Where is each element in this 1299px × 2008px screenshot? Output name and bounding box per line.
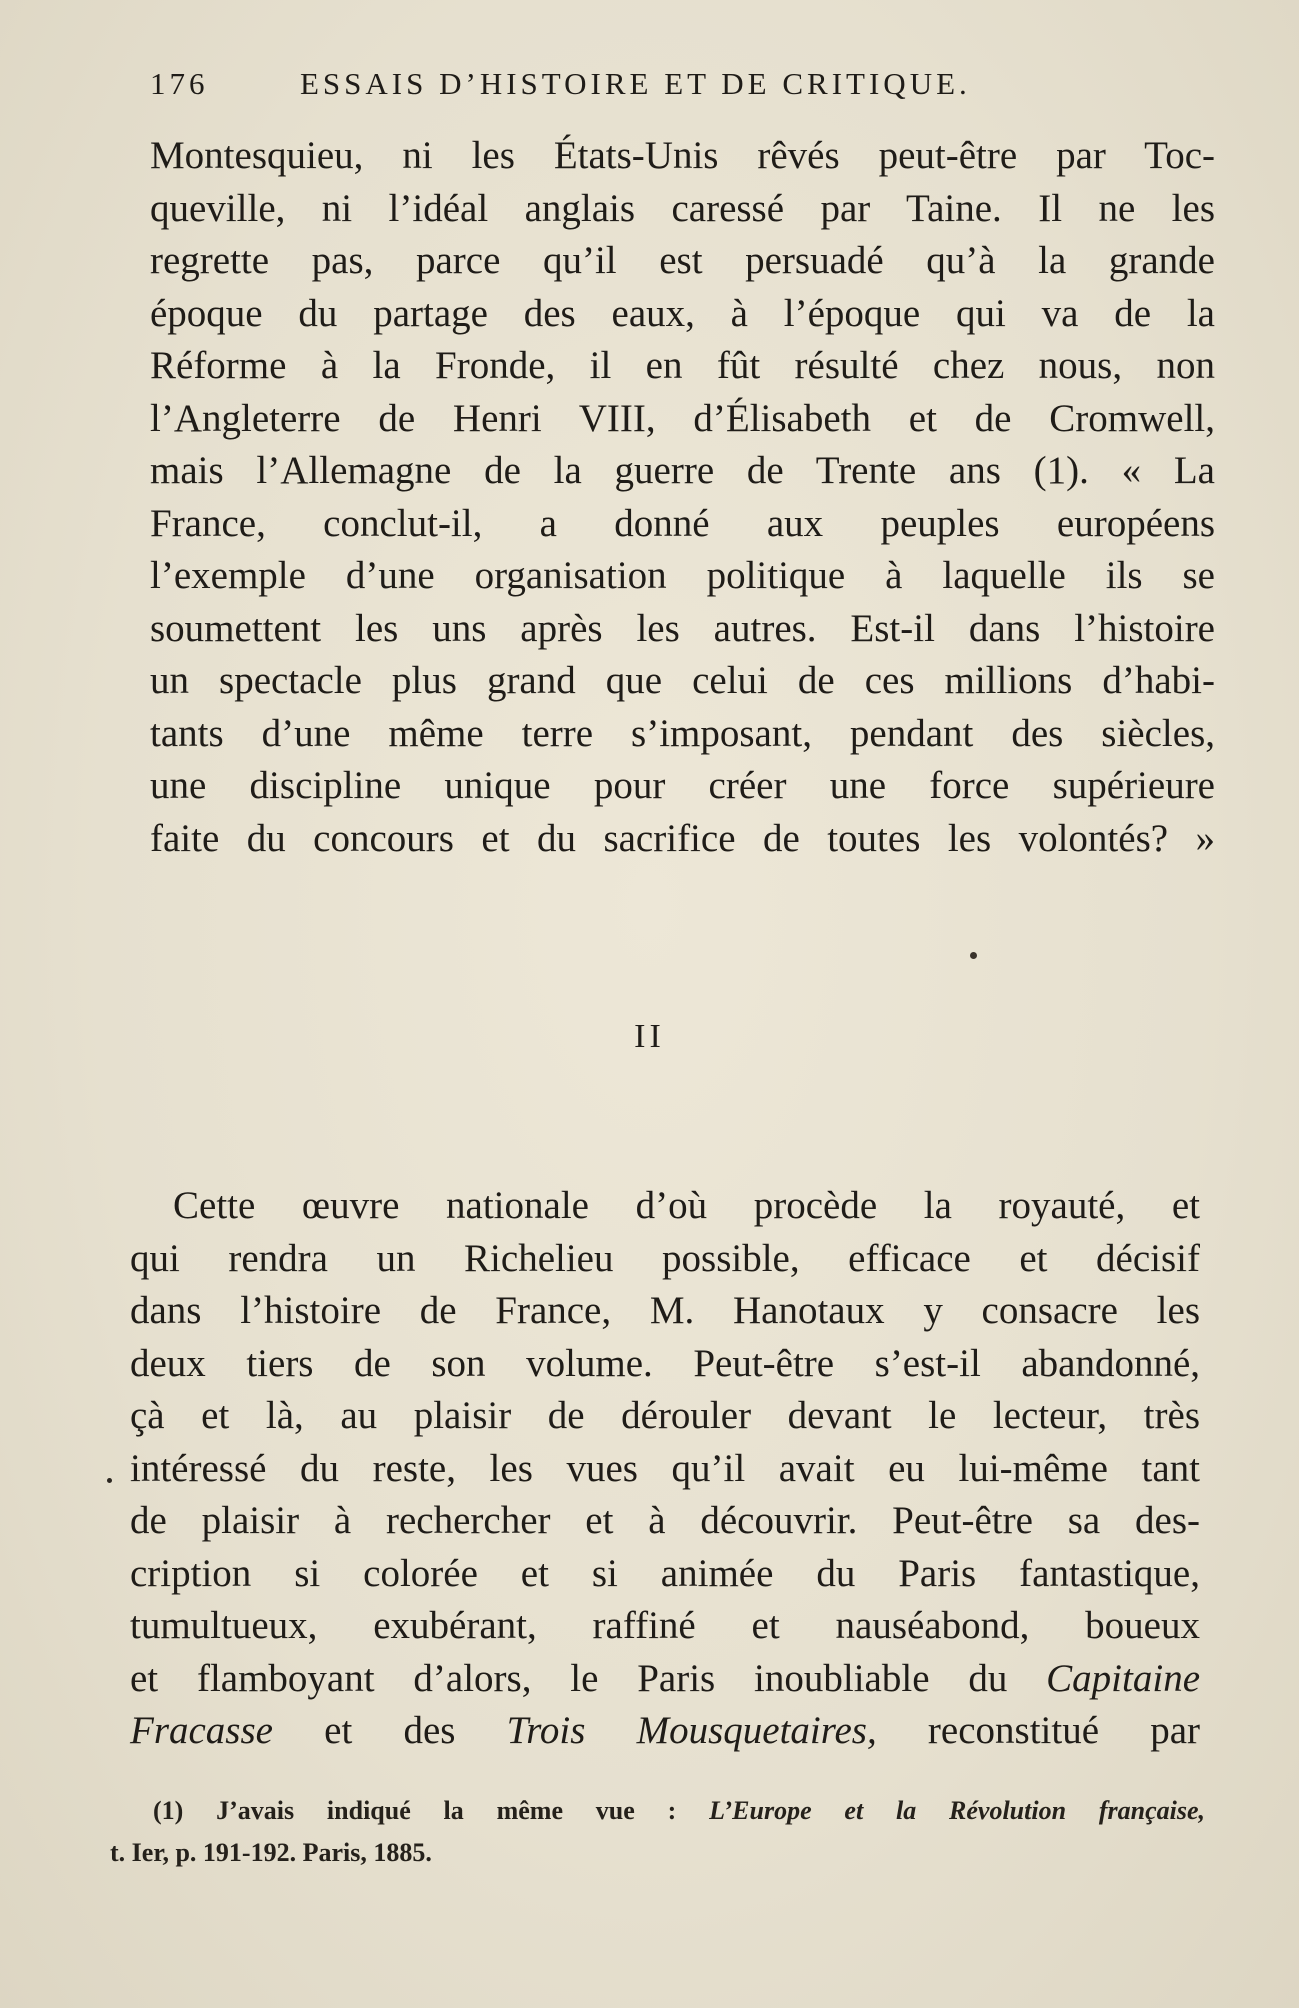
text-line [130, 1705, 1200, 1758]
footnote-line: t. Ier, p. 191-192. Paris, 1885. [110, 1838, 432, 1867]
footnote [110, 1790, 1205, 1874]
italic-title: Trois Mousquetaires, [506, 1709, 877, 1752]
margin-ink-dot [107, 1478, 112, 1483]
text-line: France, conclut-il, a donné aux peuples européens [150, 501, 1215, 545]
text-line: mais l’Allemagne de la guerre de Trente ans (1). « La [150, 449, 1215, 492]
text-line: intéressé du reste, les vues qu’il avait eu lui-même tant [130, 1446, 1200, 1490]
running-title: ESSAIS D’HISTOIRE ET DE CRITIQUE. [300, 66, 971, 101]
stray-ink-dot [970, 952, 977, 959]
text-span: reconstitué par [876, 1709, 1200, 1752]
running-head [150, 66, 1080, 102]
text-line: Montesquieu, ni les États-Unis rêvés peut-être par Toc- [150, 134, 1215, 177]
text-line: deux tiers de son volume. Peut-être s’est-il abandonné, [130, 1341, 1200, 1385]
paragraph-1 [150, 130, 1215, 865]
text-line [130, 1653, 1200, 1706]
text-span: et des [272, 1709, 507, 1752]
text-line: l’exemple d’une organisation politique à laquelle ils se [150, 554, 1215, 597]
text-line: l’Angleterre de Henri VIII, d’Élisabeth et de Cromwell, [150, 396, 1215, 440]
text-line: soumettent les uns après les autres. Est-il dans l’histoire [150, 606, 1215, 650]
text-line: de plaisir à rechercher et à découvrir. Peut-être sa des- [130, 1499, 1200, 1542]
text-line: tumultueux, exubérant, raffiné et nauséabond, boueux [130, 1604, 1200, 1647]
text-line: Cette œuvre nationale d’où procède la royauté, et [173, 1184, 1200, 1227]
text-span: et flamboyant d’alors, le Paris inoubliable du [130, 1656, 1008, 1700]
text-span: (1) J’avais indiqué la même vue : [153, 1796, 710, 1825]
text-line: époque du partage des eaux, à l’époque qui va de la [150, 291, 1215, 335]
text-line: dans l’histoire de France, M. Hanotaux y consacre les [130, 1289, 1200, 1332]
text-line: qui rendra un Richelieu possible, efficace et décisif [130, 1236, 1200, 1280]
text-line: Réforme à la Fronde, il en fût résulté chez nous, non [150, 344, 1215, 387]
text-line: une discipline unique pour créer une force supérieure [150, 764, 1215, 807]
text-line: un spectacle plus grand que celui de ces millions d’habi- [150, 659, 1215, 702]
italic-title: Capitaine [1046, 1656, 1201, 1700]
text-line: tants d’une même terre s’imposant, pendant des siècles, [150, 711, 1215, 755]
text-line: cription si colorée et si animée du Paris fantastique, [130, 1551, 1200, 1595]
text-line: regrette pas, parce qu’il est persuadé qu’à la grande [150, 239, 1215, 282]
paragraph-2 [130, 1180, 1200, 1758]
italic-title: L’Europe et la Révolution française, [709, 1796, 1206, 1825]
text-line: faite du concours et du sacrifice de toutes les volontés? » [150, 816, 1215, 860]
italic-title: Fracasse [130, 1709, 273, 1752]
footnote-line [110, 1790, 1205, 1832]
text-line: queville, ni l’idéal anglais caressé par Taine. Il ne les [150, 186, 1215, 230]
text-line: çà et là, au plaisir de dérouler devant le lecteur, très [130, 1394, 1200, 1437]
section-heading: II [634, 1018, 665, 1055]
page-number: 176 [150, 66, 209, 101]
